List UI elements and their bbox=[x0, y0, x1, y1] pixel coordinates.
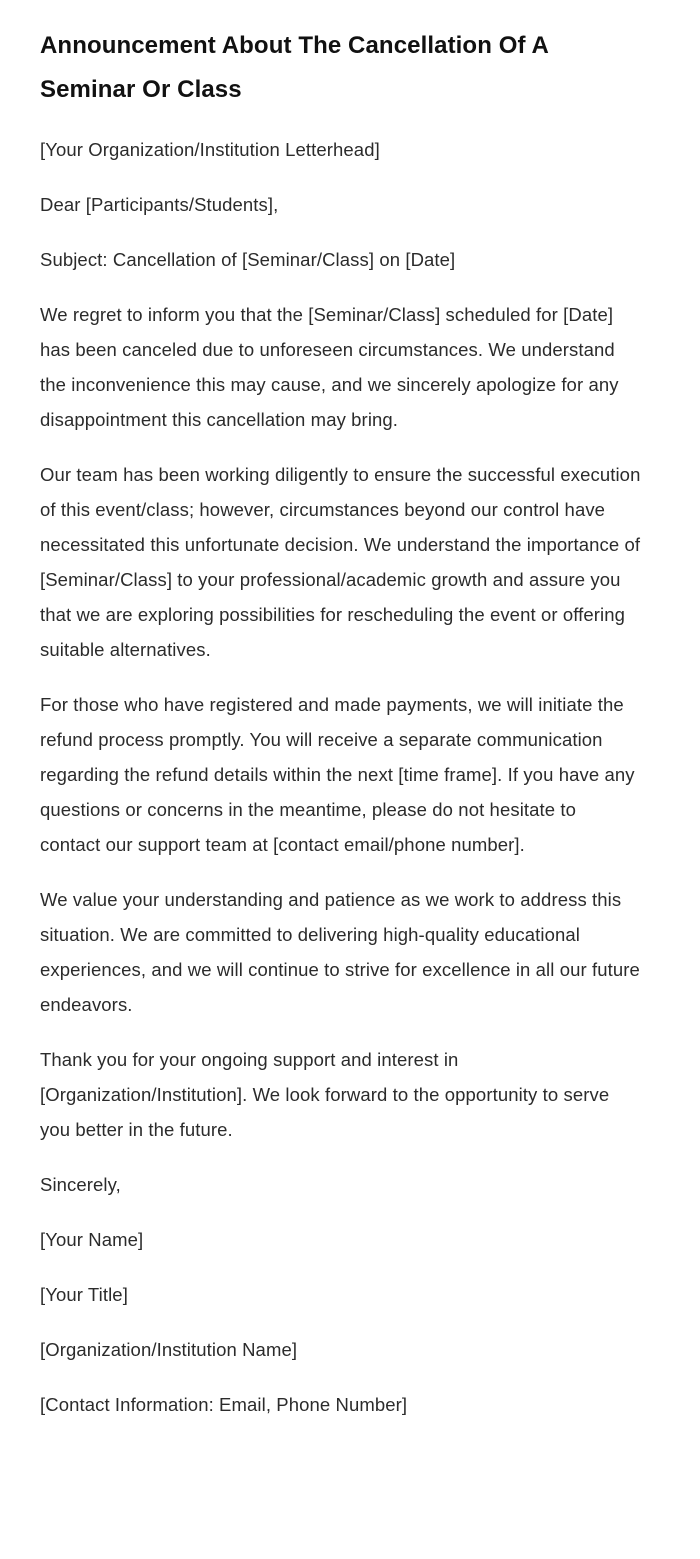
closing: Sincerely, bbox=[40, 1174, 121, 1195]
signature-name: [Your Name] bbox=[40, 1229, 144, 1250]
body-paragraph: We regret to inform you that the [Seminar/Class] scheduled for [Date] has been canceled due to unforeseen circumstances. We understand the inconvenience this may cause, and we sincerely apologize for any disappointment this cancellation may bring. bbox=[40, 304, 619, 430]
body-paragraph: For those who have registered and made payments, we will initiate the refund process promptly. You will receive a separate communication regarding the refund details within the next [time frame]. If you have any questions or concerns in the meantime, please do not hesitate to contact our support team at [contact email/phone number]. bbox=[40, 694, 635, 855]
body-paragraph: We value your understanding and patience as we work to address this situation. We are committed to delivering high-quality educational experiences, and we will continue to strive for excellence in all our future endeavors. bbox=[40, 889, 640, 1015]
page-title: Announcement About The Cancellation Of A Seminar Or Class bbox=[40, 32, 548, 103]
signature-organization: [Organization/Institution Name] bbox=[40, 1339, 298, 1360]
body-paragraph: Thank you for your ongoing support and interest in [Organization/Institution]. We look forward to the opportunity to serve you better in the future. bbox=[40, 1049, 610, 1140]
salutation: Dear [Participants/Students], bbox=[40, 194, 279, 215]
letterhead-placeholder: [Your Organization/Institution Letterhead] bbox=[40, 139, 380, 160]
signature-title: [Your Title] bbox=[40, 1284, 128, 1305]
signature-contact: [Contact Information: Email, Phone Number] bbox=[40, 1394, 408, 1415]
subject-line: Subject: Cancellation of [Seminar/Class] on [Date] bbox=[40, 249, 456, 270]
body-paragraph: Our team has been working diligently to ensure the successful execution of this event/class; however, circumstances beyond our control have necessitated this unfortunate decision. We understand the importance of [Seminar/Class] to your professional/academic growth and assure you that we are exploring possibilities for rescheduling the event or offering suitable alternatives. bbox=[40, 464, 641, 660]
